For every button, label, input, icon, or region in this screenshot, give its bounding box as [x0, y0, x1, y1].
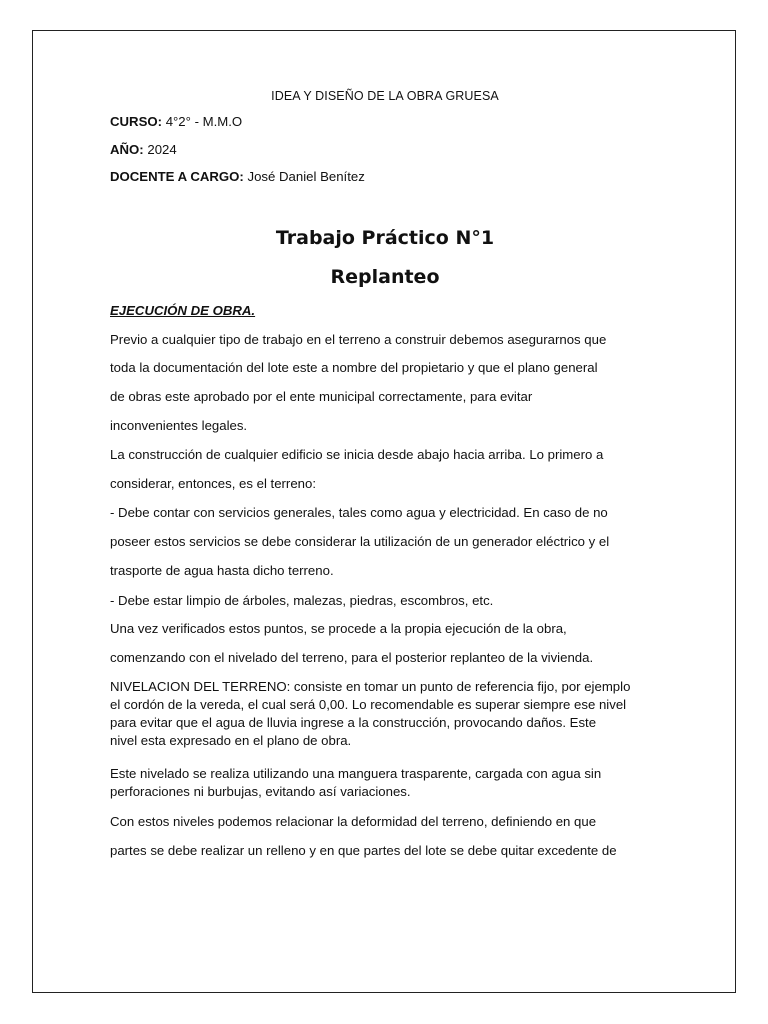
meta-course	[110, 113, 660, 131]
meta-teacher-value: José Daniel Benítez	[247, 169, 365, 184]
final-line: partes se debe realizar un relleno y en que partes del lote se debe quitar excedente de	[110, 843, 617, 858]
nivelado-paragraph	[110, 765, 660, 801]
body-line: comenzando con el nivelado del terreno, para el posterior replanteo de la vivienda.	[110, 650, 594, 665]
body-line: trasporte de agua hasta dicho terreno.	[110, 563, 334, 578]
body-line: considerar, entonces, es el terreno:	[110, 476, 316, 491]
meta-teacher-label: DOCENTE A CARGO:	[110, 169, 244, 184]
body-line: poseer estos servicios se debe considerar la utilización de un generador eléctrico y el	[110, 534, 610, 549]
meta-course-label: CURSO:	[110, 114, 163, 129]
nivelacion-line: para evitar que el agua de lluvia ingrese a la construcción, provocando daños. Este	[110, 715, 597, 730]
page-subtitle: Replanteo	[330, 266, 440, 288]
body-line: - Debe contar con servicios generales, tales como agua y electricidad. En caso de no	[110, 505, 608, 520]
body-line: de obras este aprobado por el ente municipal correctamente, para evitar	[110, 389, 533, 404]
body-line: toda la documentación del lote este a nombre del propietario y que el plano general	[110, 360, 598, 375]
final-line: Con estos niveles podemos relacionar la deformidad del terreno, definiendo en que	[110, 814, 597, 829]
header-title: IDEA Y DISEÑO DE LA OBRA GRUESA	[271, 89, 499, 103]
nivelado-line: Este nivelado se realiza utilizando una manguera trasparente, cargada con agua sin	[110, 766, 602, 781]
body-line: Una vez verificados estos puntos, se procede a la propia ejecución de la obra,	[110, 621, 567, 636]
body-line: - Debe estar limpio de árboles, malezas, piedras, escombros, etc.	[110, 593, 494, 608]
nivelacion-line: nivel esta expresado en el plano de obra.	[110, 733, 352, 748]
meta-year-value: 2024	[147, 142, 177, 157]
nivelacion-line: NIVELACION DEL TERRENO: consiste en tomar un punto de referencia fijo, por ejemplo	[110, 679, 631, 694]
section-heading: EJECUCIÓN DE OBRA.	[110, 303, 256, 318]
body-line: inconvenientes legales.	[110, 418, 248, 433]
nivelacion-paragraph	[110, 678, 660, 750]
meta-course-value: 4°2° - M.M.O	[165, 114, 243, 129]
page-title: Trabajo Práctico N°1	[275, 227, 495, 249]
meta-teacher	[110, 168, 660, 186]
nivelado-line: perforaciones ni burbujas, evitando así variaciones.	[110, 784, 411, 799]
body-line: La construcción de cualquier edificio se inicia desde abajo hacia arriba. Lo primero a	[110, 447, 604, 462]
meta-year	[110, 141, 660, 159]
meta-year-label: AÑO:	[110, 142, 144, 157]
body-line: Previo a cualquier tipo de trabajo en el terreno a construir debemos asegurarnos que	[110, 332, 607, 347]
nivelacion-line: el cordón de la vereda, el cual será 0,00. Lo recomendable es superar siempre ese nivel	[110, 697, 627, 712]
